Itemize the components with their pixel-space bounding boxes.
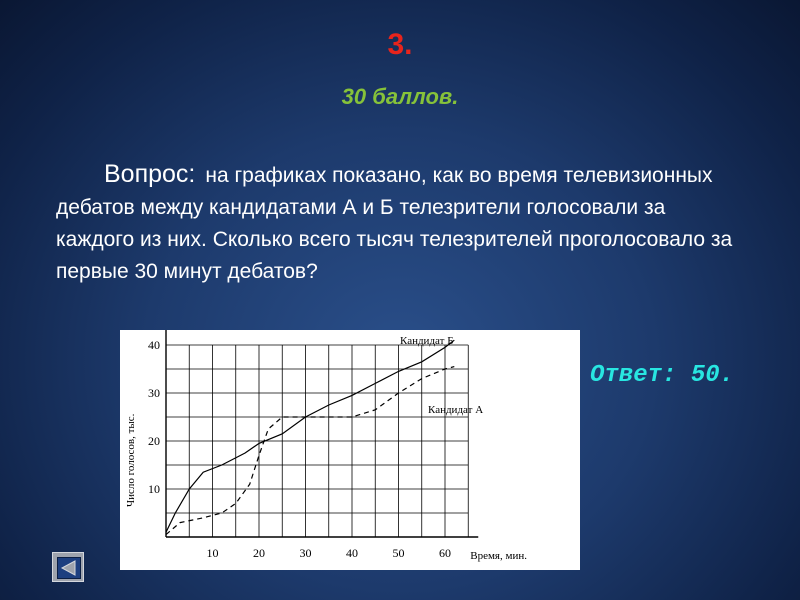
- back-button-face: [57, 557, 81, 579]
- x-tick-label: 10: [206, 546, 219, 560]
- x-tick-label: 30: [299, 546, 312, 560]
- triangle-left-icon: [58, 558, 80, 578]
- back-button[interactable]: [52, 552, 84, 582]
- slide-number: 3.: [387, 28, 413, 61]
- series-label-b: Кандидат Б: [400, 335, 454, 347]
- x-axis-label: Время, мин.: [470, 550, 527, 562]
- y-tick-label: 40: [148, 338, 160, 352]
- y-tick-label: 30: [148, 386, 160, 400]
- y-tick-label: 10: [148, 482, 160, 496]
- question-text: на графиках показано, как во время телевизионных дебатов между кандидатами А и Б телезрители голосовали за каждого из них. Сколько всего тысяч телезрителей проголосовало за первые 30 минут дебатов?: [56, 164, 733, 283]
- y-axis-label: Число голосов, тыс.: [125, 413, 137, 507]
- series-label-a: Кандидат А: [428, 404, 484, 416]
- y-tick-label: 20: [148, 434, 160, 448]
- points-value: 30 баллов.: [341, 84, 459, 109]
- question-block: [56, 158, 746, 288]
- x-tick-label: 50: [392, 546, 405, 560]
- x-tick-label: 40: [346, 546, 358, 560]
- question-label: Вопрос:: [104, 160, 196, 188]
- series-line-a: [166, 367, 454, 535]
- answer-text: Ответ: 50.: [590, 362, 735, 389]
- votes-chart: [120, 330, 580, 570]
- chart-panel: [120, 330, 580, 570]
- x-tick-label: 20: [253, 546, 265, 560]
- x-tick-label: 60: [439, 546, 451, 560]
